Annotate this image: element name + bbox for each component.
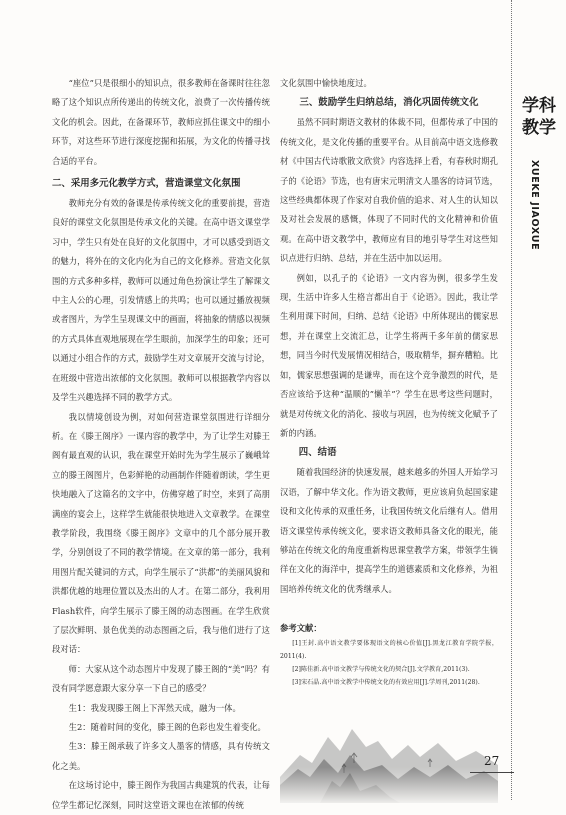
paragraph: 随着我国经济的快速发展，越来越多的外国人开始学习汉语，了解中华文化。作为语文教师，更应该肩负起国家建设和文化传承的双重任务，让我国传统文化后继有人。借用语文课堂传承传统文化，要求语文教师具备文化的眼光，能够站在传统文化的角度重新构思课堂教学方案，带领学生徜徉在文化的海洋中，提高学生的道德素质和文化修养，为祖国培养传统文化的优秀继承人。 <box>280 467 498 594</box>
dialogue-line: 生3：滕王阁承载了许多文人墨客的情感，具有传统文化之美。 <box>52 741 270 771</box>
references-title: 参考文献： <box>280 623 322 634</box>
left-column <box>52 74 270 815</box>
paragraph: 文化氛围中愉快地度过。 <box>280 78 372 88</box>
page-number-rule <box>470 772 514 773</box>
reference-item: [1]王封.高中语文教学要体现语文的核心价值[J].黑龙江教育学院学报，2011(4). <box>280 640 498 661</box>
paragraph: 我以情境创设为例，对如何营造课堂氛围进行详细分析。在《滕王阁序》一课内容的教学中，为了让学生对滕王阁有最直观的认识，我在课堂开始时先为学生展示了巍峨耸立的滕王阁图片，色彩鲜艳的动画制作伴随着朗读，学生更快地融入了这篇名的文字中，仿佛穿越了时空，来到了高朋满座的宴会上，这样学生就能很快地进入文章教学。在课堂教学阶段，我围绕《滕王阁序》文章中的几个部分展开教学，分别创设了不同的教学情境。在文章的第一部分，我利用图片配关键词的方式，向学生展示了“洪都”的美丽风貌和洪都优越的地理位置以及杰出的人才。在第二部分，我利用Flash软件，向学生展示了滕王阁的动态图画。在学生欣赏了层次鲜明、景色优美的动态图画之后，我与他们进行了这段对话： <box>52 411 270 655</box>
paragraph: 教师充分有效的备课是传承传统文化的重要前提，营造良好的课堂文化氛围是传承文化的关键。在高中语文课堂学习中，学生只有处在良好的文化氛围中，才可以感受到语文的魅力，将外在的文化内化为自己的文化修养。营造文化氛围的方式多种多样，教师可以通过角色扮演让学生了解课文中主人公的心理，引发情感上的共鸣；也可以通过播放视频或者图片，为学生呈现课文中的画面，将抽象的情感以视频的方式具体直观地展现在学生眼前，加深学生的印象；还可以通过小组合作的方式，鼓励学生对文章展开交流与讨论，在班级中营造出浓郁的文化氛围。教师可以根据教学内容以及学生兴趣选择不同的教学方式。 <box>52 198 270 403</box>
paragraph: 在这场讨论中，滕王阁作为我国古典建筑的代表，让每位学生都记忆深刻，同时这堂语文课也在浓郁的传统 <box>52 780 270 810</box>
right-column <box>280 74 498 811</box>
dialogue-line: 生2：随着时间的变化，滕王阁的色彩也发生着变化。 <box>68 722 266 732</box>
dialogue-line: 师：大家从这个动态图片中发现了滕王阁的“美”吗？有没有同学愿意跟大家分享一下自己的感受？ <box>52 663 270 694</box>
paragraph: 例如，以孔子的《论语》一文内容为例，很多学生发现，生活中许多人生格言都出自于《论语》。因此，我让学生利用课下时间，归纳、总结《论语》中所体现出的儒家思想，并在课堂上交流汇总，让学生将两千多年前的儒家思想，同当今时代发展情况相结合，吸取精华，摒弃糟粕。比如，儒家思想强调的是谦卑，而在这个竞争激烈的时代，是否应该给予这种“温顺的”懒羊”？学生在思考这些问题时，就是对传统文化的消化、接收与巩固，也为传统文化赋予了新的内涵。 <box>280 272 498 438</box>
section-brand-title: 学科教学 <box>522 96 556 138</box>
section-heading-4: 四、结语 <box>298 447 337 459</box>
paragraph: 虽然不同时期语文教材的体裁不同，但都传承了中国的传统文化，是文化传播的重要平台。从目前高中语文选修教材《中国古代诗歌散文欣赏》内容选择上看，有春秋时期孔子的《论语》节选，也有唐宋元明清文人墨客的诗词节选，这些经典都体现了作家对自我价值的追求、对人生的认知以及对社会发展的感慨，体现了不同时代的文化精神和价值观。在高中语文教学中，教师应有目的地引导学生对这些知识点进行归纳、总结，并在生活中加以运用。 <box>280 117 498 264</box>
section-heading-2: 二、采用多元化教学方式，营造课堂文化氛围 <box>52 178 241 190</box>
section-heading-3: 三、鼓励学生归纳总结，消化巩固传统文化 <box>299 97 479 109</box>
reference-item: [2]陈佳新.高中语文教学与传统文化的契合[J].文学教育,2011(3). <box>292 666 470 674</box>
page-number: 27 <box>484 754 500 768</box>
paragraph: “座位”只是很细小的知识点，很多教师在备课时往往忽略了这个知识点所传递出的传统文化，浪费了一次传播传统文化的机会。因此，在备课环节，教师应抓住课文中的细小环节，对这些环节进行深度挖掘和拓展，为文化的传播寻找合适的平台。 <box>52 78 270 166</box>
dialogue-line: 生1：我发现滕王阁上下浑然天成，融为一体。 <box>68 702 241 713</box>
dotted-rule <box>511 0 512 800</box>
section-brand-pinyin: XUEKE JIAOXUE <box>529 160 540 251</box>
reference-item: [3]宋石晶.高中语文教学中传统文化的有效应用[J].学周刊,2011(28). <box>292 679 480 687</box>
landscape-painting-image <box>280 707 498 803</box>
